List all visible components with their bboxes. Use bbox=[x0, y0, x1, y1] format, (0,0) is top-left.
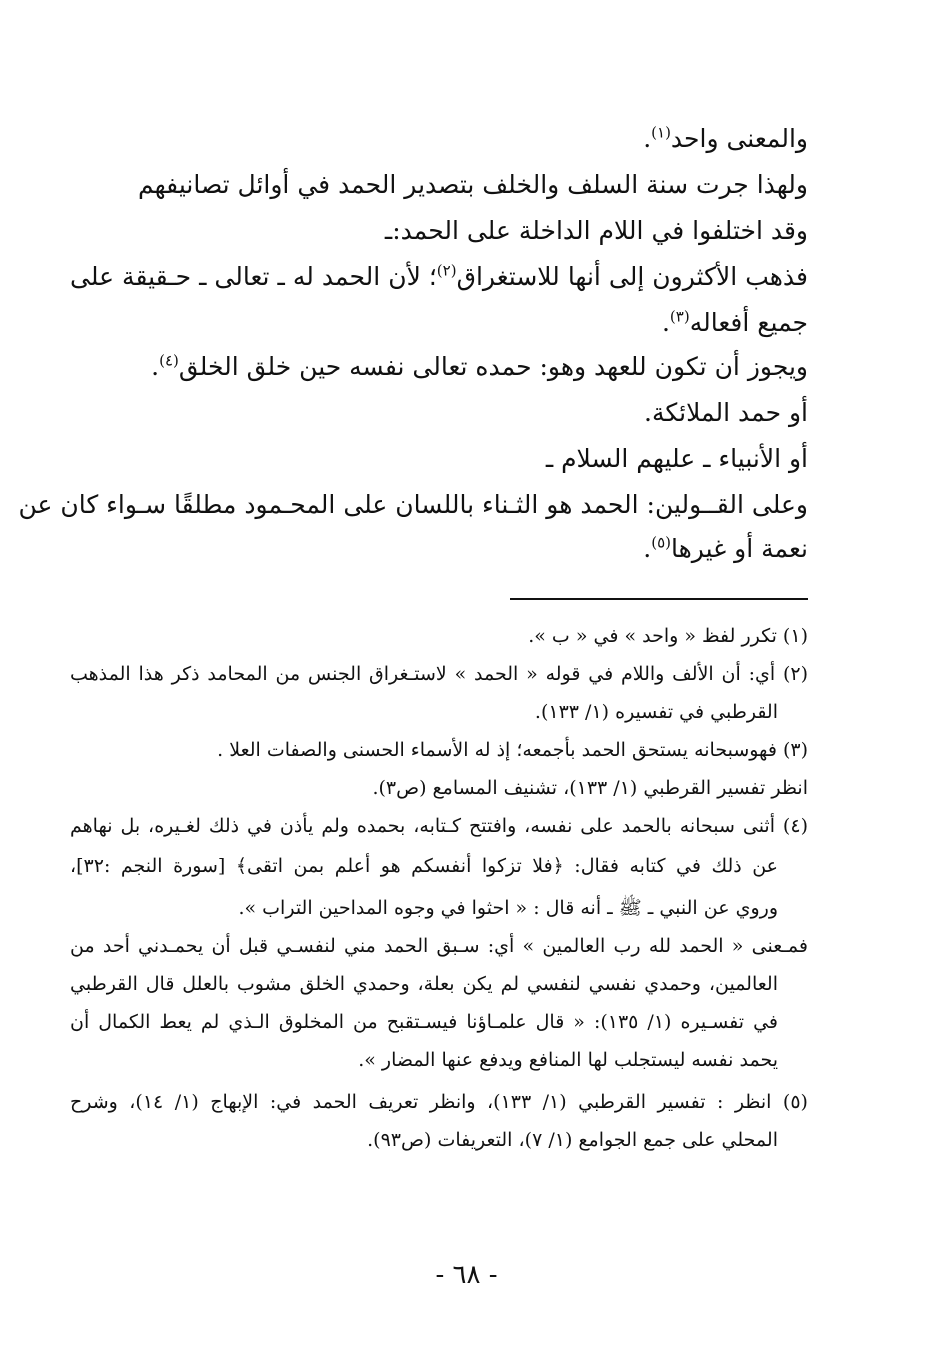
text: . bbox=[151, 352, 160, 381]
main-line-8: أو الأنبياء ـ عليهم السلام ـ bbox=[545, 444, 808, 473]
text: نعمة أو غيرها bbox=[671, 534, 808, 563]
main-line-1 bbox=[70, 122, 808, 156]
footnote-4-line-4: فمـعنى « الحمد لله رب العالمين » أي: سـبق الحمد مني لنفسـي قبل أن يحمـدني أحد من bbox=[70, 935, 808, 957]
footnote-4-line-7: يحمد نفسه ليستجلب لها المنافع ويدفع عنها المضار ». bbox=[358, 1049, 778, 1071]
footnote-2-line-2: القرطبي في تفسيره (١/ ١٣٣). bbox=[534, 701, 778, 723]
main-line-7: أو حمد الملائكة. bbox=[644, 398, 808, 427]
footnote-3-line-1: (٣) فهوسبحانه يستحق الحمد بأجمعه؛ إذ له الأسماء الحسنى والصفات العلا . bbox=[217, 739, 808, 761]
text: والمعنى واحد bbox=[670, 124, 808, 153]
footnote-ref-2[interactable]: (٢) bbox=[436, 261, 457, 280]
footnote-4-line-5: العالمين، وحمدي نفسي لنفسي لم يكن بعلة، وحمدي الخلق مشوب بالعلل قال القرطبي bbox=[70, 973, 778, 995]
footnote-5-line-1: (٥) انظر : تفسير القرطبي (١/ ١٣٣)، وانظر تعريف الحمد في: الإبهاج (١/ ١٤)، وشرح bbox=[70, 1091, 808, 1113]
main-line-4 bbox=[70, 260, 808, 294]
footnote-4-line-1: (٤) أثنى سبحانه بالحمد على نفسه، وافتتح كـتابه، بحمده ولم يأذن في ذلك لغـيره، بل نهاهم bbox=[70, 815, 808, 837]
footnote-4-line-3: وروي عن النبي ـ ﷺ ـ أنه قال : « احثوا في وجوه المداحين التراب ». bbox=[238, 897, 778, 919]
footnote-1: (١) تكرر لفظ « واحد » في « ب ». bbox=[528, 625, 808, 647]
main-line-2: ولهذا جرت سنة السلف والخلف بتصدير الحمد في أوائل تصانيفهم bbox=[138, 170, 808, 199]
footnote-4-line-6: في تفسـيره (١/ ١٣٥): « قال علمـاؤنا فيسـتقبح من المخلوق الـذي لم يعط الكمال أن bbox=[70, 1011, 778, 1033]
footnote-ref-3[interactable]: (٣) bbox=[669, 307, 690, 326]
footnote-ref-5[interactable]: (٥) bbox=[651, 533, 671, 552]
footnote-3-line-2: انظر تفسير القرطبي (١/ ١٣٣)، تشنيف المسامع (ص٣). bbox=[372, 777, 808, 799]
footnote-4-line-2: عن ذلك في كتابه فقال: ﴿فلا تزكوا أنفسكم هو أعلم بمن اتقى﴾ [سورة النجم :٣٢]، bbox=[70, 855, 778, 877]
text: . bbox=[643, 124, 652, 153]
footnote-ref-1[interactable]: (١) bbox=[651, 123, 671, 142]
main-line-5 bbox=[70, 306, 808, 340]
text: فذهب الأكثرون إلى أنها للاستغراق bbox=[456, 262, 808, 291]
text: ويجوز أن تكون للعهد وهو: حمده تعالى نفسه حين خلق الخلق bbox=[178, 352, 808, 381]
footnote-5-line-2: المحلي على جمع الجوامع (١/ ٧)، التعريفات (ص٩٣). bbox=[367, 1129, 778, 1151]
text: ؛ لأن الحمد له ـ تعالى ـ حـقيقة على bbox=[70, 262, 437, 291]
main-line-3: وقد اختلفوا في اللام الداخلة على الحمد:ـ bbox=[384, 216, 808, 245]
text: . bbox=[643, 534, 652, 563]
main-line-9: وعلى القــولين: الحمد هو الثـناء باللسان على المحـمود مطلقًا سـواء كان عن bbox=[18, 490, 808, 519]
main-line-6 bbox=[70, 350, 808, 384]
footnote-separator bbox=[510, 598, 808, 600]
text: جميع أفعاله bbox=[689, 308, 808, 337]
page-number: - ٦٨ - bbox=[435, 1260, 498, 1290]
footnote-2-line-1: (٢) أي: أن الألف واللام في قوله « الحمد » لاستـغراق الجنس من المحامد ذكر هذا المذهب bbox=[70, 663, 808, 685]
footnote-ref-4[interactable]: (٤) bbox=[159, 351, 179, 370]
text: . bbox=[661, 308, 670, 337]
main-line-10 bbox=[70, 532, 808, 566]
